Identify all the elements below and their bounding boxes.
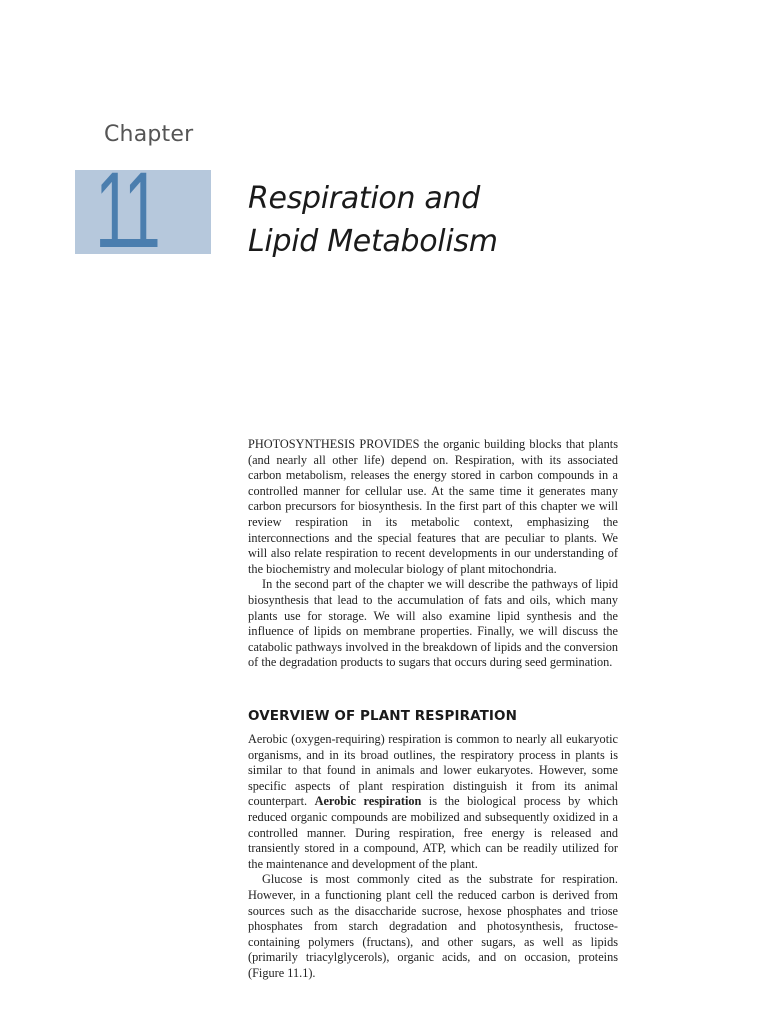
chapter-title-line-2: Lipid Metabolism [248, 224, 498, 259]
chapter-number-box [75, 170, 211, 254]
intro-paragraph-2: In the second part of the chapter we will describe the pathways of lipid biosynthesis that lead to the accumulation of fats and oils, which many plants use for storage. We will also examine lipid synthesis and the influence of lipids on membrane properties. Finally, we will discuss the catabolic pathways involved in the breakdown of lipids and the conversion of the degradation products to sugars that occurs during seed germination. [248, 577, 618, 670]
intro-paragraph-1: PHOTOSYNTHESIS PROVIDES the organic building blocks that plants (and nearly all other life) depend on. Respiration, with its associated carbon metabolism, releases the energy stored in carbon compounds in a controlled manner for cellular use. At the same time it generates many carbon precursors for biosynthesis. In the first part of this chapter we will review respiration in its metabolic context, emphasizing the interconnections and the special features that are peculiar to plants. We will also relate respiration to recent developments in our understanding of the biochemistry and molecular biology of plant mitochondria. [248, 437, 618, 576]
key-term: Aerobic respiration [314, 794, 422, 809]
section-heading: OVERVIEW OF PLANT RESPIRATION [248, 708, 517, 724]
overview-paragraph-1 [248, 732, 618, 872]
chapter-label: Chapter [104, 122, 194, 147]
chapter-title [248, 177, 498, 263]
chapter-title-line-1: Respiration and [248, 181, 480, 216]
overview-p1-text-b: is the biological process by which reduced organic compounds are mobilized and subsequently oxidized in a controlled manner. During respiration, free energy is released and transiently stored in a compound, ATP, which can be readily utilized for the maintenance and development of the plant. [248, 794, 618, 871]
overview-text [248, 732, 618, 982]
overview-paragraph-2: Glucose is most commonly cited as the substrate for respiration. However, in a functioning plant cell the reduced carbon is derived from sources such as the disaccharide sucrose, hexose phosphates and triose phosphates from starch degradation and photosynthesis, fructose-containing polymers (fructans), and other sugars, as well as lipids (primarily triacylglycerols), organic acids, and on occasion, proteins (Figure 11.1). [248, 872, 618, 980]
overview-p1-text-a: Aerobic (oxygen-requiring) respiration is common to nearly all eukaryotic organisms, and in its broad outlines, the respiratory process in plants is similar to that found in animals and lower eukaryotes. However, some specific aspects of plant respiration distinguish it from its animal counterpart. [248, 732, 618, 809]
intro-text [248, 437, 618, 671]
chapter-number: 11 [95, 170, 158, 254]
